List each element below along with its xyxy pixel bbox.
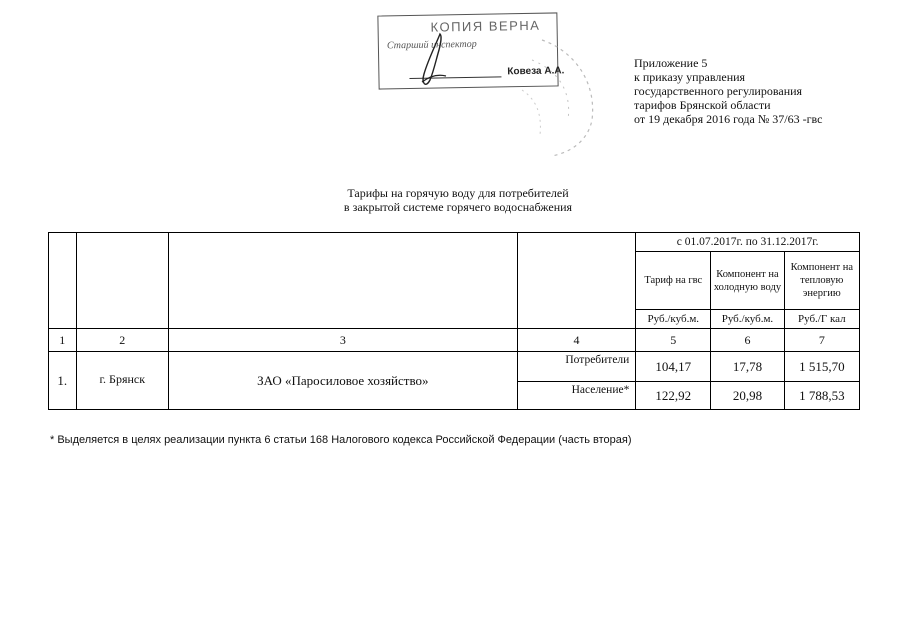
unit-heat-energy: Руб./Г кал — [784, 310, 859, 329]
header-cell-city — [76, 233, 168, 329]
tariff-value: 104,17 — [636, 352, 711, 382]
header-row-period — [49, 233, 860, 252]
unit-cold-water: Руб./куб.м. — [711, 310, 784, 329]
column-number: 1 — [49, 329, 77, 352]
appendix-line: Приложение 5 — [634, 56, 708, 70]
appendix-line: к приказу управления — [634, 70, 746, 84]
column-number: 4 — [517, 329, 636, 352]
unit-tariff: Руб./куб.м. — [636, 310, 711, 329]
period-header: с 01.07.2017г. по 31.12.2017г. — [636, 233, 860, 252]
table-row — [49, 352, 860, 382]
cold-water-value: 17,78 — [711, 352, 784, 382]
category-label: Потребители — [517, 352, 636, 382]
appendix-line: государственного регулирования — [634, 84, 803, 98]
header-cold-water: Компонент на холодную воду — [711, 252, 784, 310]
tariff-value: 122,92 — [636, 382, 711, 410]
appendix-line: от 19 декабря 2016 года № 37/63 -гвс — [634, 112, 823, 126]
column-number: 5 — [636, 329, 711, 352]
stamp-title: КОПИЯ ВЕРНА — [430, 17, 541, 35]
stamp-role: Старший инспектор — [386, 38, 477, 52]
header-tariff: Тариф на гвс — [636, 252, 711, 310]
heat-energy-value: 1 515,70 — [784, 352, 859, 382]
title-line-2: в закрытой системе горячего водоснабжения — [343, 200, 573, 214]
heat-energy-value: 1 788,53 — [784, 382, 859, 410]
appendix-reference — [634, 56, 822, 126]
footnote: * Выделяется в целях реализации пункта 6 статьи 168 Налогового кодекса Российской Федерации (часть вторая) — [50, 434, 632, 446]
column-number: 7 — [784, 329, 859, 352]
row-city: г. Брянск — [76, 352, 168, 410]
column-number: 6 — [711, 329, 784, 352]
header-cell-organization — [169, 233, 518, 329]
header-heat-energy: Компонент на тепловую энергию — [784, 252, 859, 310]
handwritten-signature — [406, 30, 466, 90]
appendix-line: тарифов Брянской области — [634, 98, 771, 112]
stamp-name: Ковеза А.А. — [507, 65, 565, 78]
tariff-table — [48, 232, 860, 410]
row-organization: ЗАО «Паросиловое хозяйство» — [169, 352, 518, 410]
category-label: Население* — [517, 382, 636, 410]
header-cell-category — [517, 233, 636, 329]
column-number: 3 — [169, 329, 518, 352]
header-cell-num — [49, 233, 77, 329]
column-number-row — [49, 329, 860, 352]
row-number: 1. — [49, 352, 77, 410]
cold-water-value: 20,98 — [711, 382, 784, 410]
faint-seal-stamp — [502, 30, 612, 160]
title-line-1: Тарифы на горячую воду для потребителей — [347, 186, 569, 200]
document-title — [300, 186, 616, 214]
column-number: 2 — [76, 329, 168, 352]
